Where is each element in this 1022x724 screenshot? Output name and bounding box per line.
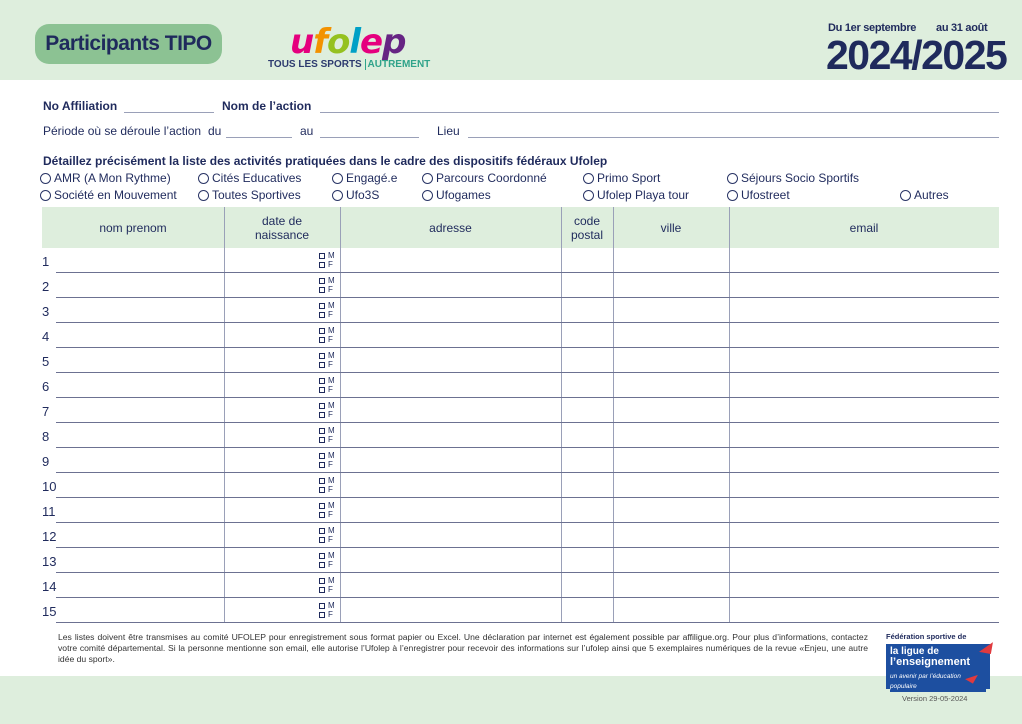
sex-f-label: F: [328, 260, 333, 269]
affiliation-field[interactable]: [124, 112, 214, 113]
sex-checkboxes[interactable]: [319, 526, 335, 544]
checkbox-icon[interactable]: [319, 512, 325, 518]
table-header: [42, 207, 999, 248]
checkbox-icon[interactable]: [319, 278, 325, 284]
checkbox-icon[interactable]: [319, 362, 325, 368]
ligue-logo: [886, 644, 990, 689]
sex-m-label: M: [328, 551, 335, 560]
logo-letter: p: [382, 22, 406, 62]
column-postal-code: [561, 207, 613, 248]
logo-wordmark: [290, 22, 405, 62]
sex-f-label: F: [328, 360, 333, 369]
period-from-field[interactable]: [226, 137, 292, 138]
sex-f-label: F: [328, 335, 333, 344]
checkbox-icon[interactable]: [319, 478, 325, 484]
row-number: 5: [42, 354, 50, 369]
column-name: nom prenom: [99, 220, 167, 235]
radio-icon: [727, 190, 738, 201]
table-row[interactable]: [56, 523, 999, 548]
table-row[interactable]: [56, 323, 999, 348]
sex-f-label: F: [328, 285, 333, 294]
sex-checkboxes[interactable]: [319, 376, 335, 394]
sex-f-label: F: [328, 435, 333, 444]
checkbox-icon[interactable]: [319, 328, 325, 334]
column-birthdate-line2: naissance: [254, 227, 310, 242]
affiliation-label: No Affiliation: [43, 99, 118, 113]
sex-checkboxes[interactable]: [319, 276, 335, 294]
row-number: 14: [42, 579, 57, 594]
radio-icon: [422, 190, 433, 201]
sex-f-label: F: [328, 385, 333, 394]
column-postal-line1: code: [573, 213, 601, 228]
row-divider: [56, 622, 999, 623]
logo-letter: f: [313, 22, 328, 62]
checkbox-icon[interactable]: [319, 303, 325, 309]
option-label: AMR (A Mon Rythme): [54, 171, 171, 185]
table-row[interactable]: [56, 598, 999, 623]
checkbox-icon[interactable]: [319, 537, 325, 543]
radio-icon: [727, 173, 738, 184]
tagline-accent: AUTREMENT: [365, 59, 431, 70]
option-ufostreet[interactable]: [727, 188, 790, 202]
place-field[interactable]: [468, 137, 999, 138]
table-row[interactable]: [56, 423, 999, 448]
radio-icon: [332, 173, 343, 184]
row-number: 11: [42, 504, 56, 519]
table-row[interactable]: [56, 498, 999, 523]
logo-tagline: [268, 59, 430, 70]
column-city: ville: [660, 220, 682, 235]
season-to: au 31 août: [936, 22, 988, 34]
sex-f-label: F: [328, 485, 333, 494]
table-row[interactable]: [56, 573, 999, 598]
sex-checkboxes[interactable]: [319, 476, 335, 494]
period-to-field[interactable]: [320, 137, 419, 138]
radio-icon: [422, 173, 433, 184]
table-row[interactable]: [56, 473, 999, 498]
table-row[interactable]: [56, 273, 999, 298]
sex-checkboxes[interactable]: [319, 426, 335, 444]
checkbox-icon[interactable]: [319, 287, 325, 293]
sex-checkboxes[interactable]: [319, 451, 335, 469]
logo-letter: u: [290, 22, 314, 62]
column-email: email: [849, 220, 879, 235]
table-row[interactable]: [56, 448, 999, 473]
row-number: 12: [42, 529, 57, 544]
option-label: Ufogames: [436, 188, 491, 202]
sex-checkboxes[interactable]: [319, 351, 335, 369]
sex-m-label: M: [328, 576, 335, 585]
checkbox-icon[interactable]: [319, 403, 325, 409]
checkbox-icon[interactable]: [319, 428, 325, 434]
row-number: 6: [42, 379, 50, 394]
checkbox-icon[interactable]: [319, 462, 325, 468]
sex-checkboxes[interactable]: [319, 251, 335, 269]
option-societe-en-mouvement[interactable]: [40, 188, 177, 202]
ligue-line2: l’enseignement: [890, 656, 971, 668]
radio-icon: [332, 190, 343, 201]
option-ufo3s[interactable]: [332, 188, 379, 202]
row-number: 4: [42, 329, 50, 344]
option-label: Engagé.e: [346, 171, 398, 185]
checkbox-icon[interactable]: [319, 562, 325, 568]
row-number: 13: [42, 554, 57, 569]
option-label: Cités Educatives: [212, 171, 302, 185]
action-name-label: Nom de l’action: [222, 99, 312, 113]
sex-checkboxes[interactable]: [319, 551, 335, 569]
radio-icon: [198, 173, 209, 184]
sex-m-label: M: [328, 426, 335, 435]
option-label: Parcours Coordonné: [436, 171, 547, 185]
period-from-label: du: [208, 124, 222, 138]
sex-checkboxes[interactable]: [319, 501, 335, 519]
option-label: Autres: [914, 188, 949, 202]
sex-m-label: M: [328, 326, 335, 335]
option-label: Ufolep Playa tour: [597, 188, 690, 202]
checkbox-icon[interactable]: [319, 587, 325, 593]
row-number: 15: [42, 604, 57, 619]
action-name-field[interactable]: [320, 112, 999, 113]
radio-icon: [40, 190, 51, 201]
checkbox-icon[interactable]: [319, 603, 325, 609]
sex-m-label: M: [328, 601, 335, 610]
checkbox-icon[interactable]: [319, 378, 325, 384]
checkbox-icon[interactable]: [319, 412, 325, 418]
checkbox-icon[interactable]: [319, 262, 325, 268]
sex-f-label: F: [328, 610, 333, 619]
version-label: Version 29-05-2024: [902, 694, 968, 703]
period-to-label: au: [300, 124, 314, 138]
sex-m-label: M: [328, 251, 335, 260]
season-from: Du 1er septembre: [828, 22, 917, 34]
sex-m-label: M: [328, 451, 335, 460]
checkbox-icon[interactable]: [319, 528, 325, 534]
radio-icon: [583, 190, 594, 201]
sex-checkboxes[interactable]: [319, 576, 335, 594]
season-years: 2024/2025: [826, 32, 1007, 78]
sex-checkboxes[interactable]: [319, 601, 335, 619]
ligue-red-mark: [979, 640, 993, 654]
row-number: 10: [42, 479, 57, 494]
sex-f-label: F: [328, 585, 333, 594]
checkbox-icon[interactable]: [319, 437, 325, 443]
place-label: Lieu: [437, 124, 460, 138]
sex-checkboxes[interactable]: [319, 401, 335, 419]
option-sejours-socio-sportifs[interactable]: [727, 171, 859, 185]
column-postal-line2: postal: [570, 227, 604, 242]
sex-checkboxes[interactable]: [319, 326, 335, 344]
footer-note: Les listes doivent être transmises au comité UFOLEP pour enregistrement sous format papier ou Excel. Une déclaration par internet est également possible par affiligue.org. Pour plus d’informations, contactez votre comité départemental. Si la personne mentionne son email, elle autorise l’Ufolep à l’enregistrer pour recevoir des informations sur l’ufolep ainsi que 5 exemplaires numériques de la revue «Enjeu, une autre idée du sport».: [58, 632, 868, 664]
sex-f-label: F: [328, 310, 333, 319]
option-label: Séjours Socio Sportifs: [741, 171, 860, 185]
table-row[interactable]: [56, 298, 999, 323]
checkbox-icon[interactable]: [319, 387, 325, 393]
row-number: 9: [42, 454, 50, 469]
option-label: Toutes Sportives: [212, 188, 301, 202]
activities-heading: Détaillez précisément la liste des activités pratiquées dans le cadre des dispositifs fédéraux Ufolep: [43, 154, 608, 168]
checkbox-icon[interactable]: [319, 253, 325, 259]
sex-f-label: F: [328, 460, 333, 469]
column-birthdate-line1: date de: [261, 213, 303, 228]
row-number: 1: [42, 254, 50, 269]
checkbox-icon[interactable]: [319, 553, 325, 559]
sex-m-label: M: [328, 401, 335, 410]
sex-m-label: M: [328, 276, 335, 285]
checkbox-icon[interactable]: [319, 612, 325, 618]
table-row[interactable]: [56, 398, 999, 423]
sex-f-label: F: [328, 535, 333, 544]
radio-icon: [198, 190, 209, 201]
federation-label: Fédération sportive de: [886, 632, 967, 641]
option-autres[interactable]: [900, 188, 949, 202]
checkbox-icon[interactable]: [319, 337, 325, 343]
sex-checkboxes[interactable]: [319, 301, 335, 319]
row-number: 3: [42, 304, 50, 319]
column-address: adresse: [429, 220, 472, 235]
option-parcours-coordonne[interactable]: [422, 171, 547, 185]
tagline-main: TOUS LES SPORTS: [268, 59, 362, 70]
option-label: Primo Sport: [597, 171, 661, 185]
option-label: Société en Mouvement: [54, 188, 177, 202]
checkbox-icon[interactable]: [319, 503, 325, 509]
row-number: 8: [42, 429, 50, 444]
sex-m-label: M: [328, 301, 335, 310]
table-row[interactable]: [56, 373, 999, 398]
sex-f-label: F: [328, 560, 333, 569]
option-primo-sport[interactable]: [583, 171, 660, 185]
option-ufogames[interactable]: [422, 188, 491, 202]
option-ufolep-playa-tour[interactable]: [583, 188, 689, 202]
logo-letter: o: [327, 22, 350, 62]
checkbox-icon[interactable]: [319, 312, 325, 318]
footer-band: [0, 676, 1022, 724]
row-number: 2: [42, 279, 50, 294]
option-label: Ufo3S: [346, 188, 380, 202]
option-amr[interactable]: [40, 171, 171, 185]
column-birthdate: [224, 207, 340, 248]
row-number: 7: [42, 404, 50, 419]
sex-m-label: M: [328, 376, 335, 385]
ligue-line3: un avenir par l’éducation populaire: [890, 672, 986, 692]
radio-icon: [900, 190, 911, 201]
checkbox-icon[interactable]: [319, 578, 325, 584]
checkbox-icon[interactable]: [319, 487, 325, 493]
table-row[interactable]: [56, 348, 999, 373]
sex-f-label: F: [328, 510, 333, 519]
sex-m-label: M: [328, 526, 335, 535]
checkbox-icon[interactable]: [319, 453, 325, 459]
page-title: Participants TIPO: [35, 24, 222, 64]
ufolep-logo: [268, 22, 431, 72]
option-cites-educatives[interactable]: [198, 171, 301, 185]
option-engage[interactable]: [332, 171, 397, 185]
logo-letter: e: [360, 22, 383, 62]
table-row[interactable]: [56, 248, 999, 273]
ligue-line1: la ligue de: [890, 646, 939, 657]
sex-m-label: M: [328, 476, 335, 485]
table-row[interactable]: [56, 548, 999, 573]
sex-f-label: F: [328, 410, 333, 419]
option-label: Ufostreet: [741, 188, 790, 202]
sex-m-label: M: [328, 501, 335, 510]
option-toutes-sportives[interactable]: [198, 188, 301, 202]
sex-m-label: M: [328, 351, 335, 360]
logo-letter: l: [349, 22, 361, 62]
radio-icon: [40, 173, 51, 184]
period-label: Période où se déroule l’action: [43, 124, 202, 138]
radio-icon: [583, 173, 594, 184]
checkbox-icon[interactable]: [319, 353, 325, 359]
season-block: [826, 18, 1006, 78]
